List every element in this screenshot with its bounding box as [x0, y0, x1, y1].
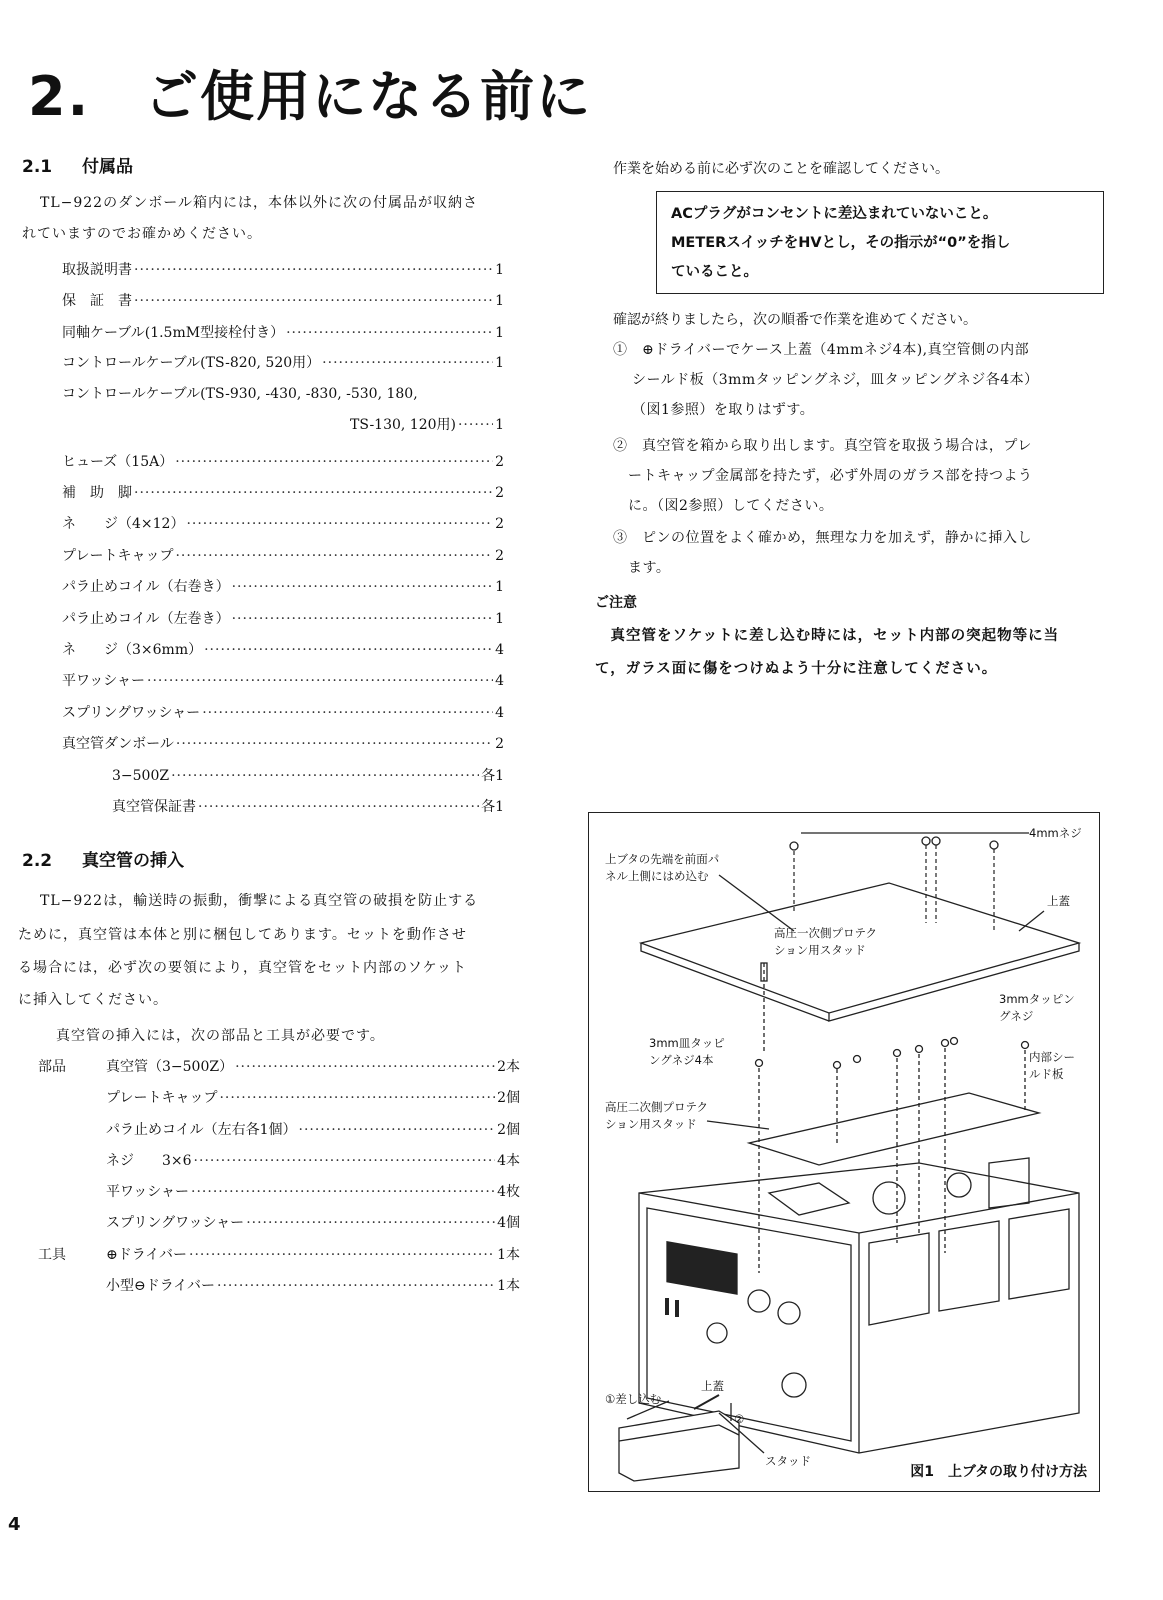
list-item: 保 証 書 ····· 1 — [62, 290, 504, 312]
caution-title: ご注意 — [595, 595, 637, 611]
list-item: TS-130, 120用) ····· 1 — [350, 414, 504, 436]
chapter-number: 2. — [28, 65, 91, 128]
confirm-line-3: ていること。 — [671, 264, 758, 280]
label-stud: スタッド — [765, 1454, 811, 1468]
s22-line-3: る場合には，必ず次の要領により，真空管をセット内部のソケット — [18, 960, 467, 976]
list-item: スプリングワッシャー ····· 4 — [62, 702, 504, 724]
list-item: 小型⊖ドライバー ····· 1本 — [106, 1275, 520, 1297]
list-item: 平ワッシャー ····· 4枚 — [106, 1181, 520, 1203]
list-item: ヒューズ（15A） ····· 2 — [62, 451, 504, 473]
list-item: ⊕ドライバー ····· 1本 — [106, 1244, 520, 1266]
s22-line-1: TL−922は，輸送時の振動，衝撃による真空管の破損を防止する — [40, 893, 479, 909]
list-item: 補 助 脚 ····· 2 — [62, 482, 504, 504]
s22-line-2: ために，真空管は本体と別に梱包してあります。セットを動作させ — [18, 927, 467, 943]
label-lid-inset: 上蓋 — [701, 1379, 724, 1393]
confirm-line-1: ACプラグがコンセントに差込まれていないこと。 — [671, 206, 998, 222]
list-item: パラ止めコイル（左巻き） ····· 1 — [62, 608, 504, 630]
label-hv2-stud: 高圧二次側プロテク ション用スタッド — [605, 1100, 709, 1131]
intro-line-2: れていますのでお確かめください。 — [22, 226, 262, 242]
list-item: 真空管ダンボール ····· 2 — [62, 733, 504, 755]
figure-1 — [588, 812, 1100, 1492]
list-item: スプリングワッシャー ····· 4個 — [106, 1212, 520, 1234]
confirm-line-2: METERスイッチをHVとし，その指示が“0”を指し — [671, 235, 1011, 251]
step-1-line-3: （図1参照）を取りはずす。 — [632, 402, 815, 418]
intro-line-1: TL−922のダンボール箱内には，本体以外に次の付属品が収納さ — [40, 195, 478, 211]
label-3mm-tapping: 3mmタッピン グネジ — [999, 992, 1075, 1023]
caution-line-1: 真空管をソケットに差し込む時には，セット内部の突起物等に当 — [595, 628, 1060, 644]
page-title — [28, 54, 592, 131]
confirmation-box — [656, 191, 1104, 294]
list-item: ネジ 3×6 ····· 4本 — [106, 1150, 520, 1172]
label-4mm-screw: 4mmネジ — [1029, 826, 1082, 840]
step-3-line-1: ③ ピンの位置をよく確かめ，無理な力を加えず，静かに挿入し — [613, 530, 1032, 546]
label-3mm-flat: 3mm皿タッピ ングネジ4本 — [649, 1036, 725, 1067]
list-item: 平ワッシャー ····· 4 — [62, 670, 504, 692]
tools-label: 工具 — [38, 1247, 66, 1263]
step-3-line-2: ます。 — [628, 560, 671, 576]
label-step-2: ② — [734, 1412, 745, 1426]
list-item: コントロールケーブル(TS-930, -430, -830, -530, 180, — [62, 386, 418, 402]
figure-illustration — [589, 813, 1098, 1490]
list-item: 真空管（3−500Z） ····· 2本 — [106, 1056, 520, 1078]
list-item: 真空管保証書 ····· 各1 — [112, 796, 504, 818]
list-item: コントロールケーブル(TS-820, 520用） ····· 1 — [62, 352, 504, 374]
list-item: プレートキャップ ····· 2 — [62, 545, 504, 567]
section-2-2-heading: 2.2 真空管の挿入 — [22, 851, 184, 871]
list-item: ネ ジ（3×6mm） ····· 4 — [62, 639, 504, 661]
step-2-line-2: ートキャップ金属部を持たず，必ず外周のガラス部を持つよう — [628, 468, 1033, 484]
list-item: プレートキャップ ····· 2個 — [106, 1087, 520, 1109]
list-item: パラ止めコイル（左右各1個） ····· 2個 — [106, 1119, 520, 1141]
step-1-line-1: ① ⊕ドライバーでケース上蓋（4mmネジ4本),真空管側の内部 — [613, 342, 1030, 358]
label-inner-shield: 内部シー ルド板 — [1029, 1050, 1075, 1081]
list-item: 同軸ケーブル(1.5mM型接栓付き） ····· 1 — [62, 322, 504, 344]
label-lid-front: 上ブタの先端を前面パ ネル上側にはめ込む — [605, 852, 720, 883]
after-confirm: 確認が終りましたら，次の順番で作業を進めてください。 — [613, 312, 977, 328]
s22-line-4: に挿入してください。 — [18, 992, 168, 1008]
list-item: ネ ジ（4×12） ····· 2 — [62, 513, 504, 535]
figure-caption: 図1 上ブタの取り付け方法 — [910, 1464, 1087, 1480]
parts-label: 部品 — [38, 1059, 66, 1075]
list-item: 3−500Z ····· 各1 — [112, 765, 504, 787]
list-item: 取扱説明書 ····· 1 — [62, 259, 504, 281]
s22-needs: 真空管の挿入には，次の部品と工具が必要です。 — [56, 1028, 385, 1044]
page-number: 4 — [8, 1514, 21, 1535]
section-2-1-heading: 2.1 付属品 — [22, 157, 133, 177]
step-2-line-1: ② 真空管を箱から取り出します。真空管を取扱う場合は，プレ — [613, 438, 1032, 454]
step-2-line-3: に。（図2参照）してください。 — [628, 498, 834, 514]
caution-body — [595, 620, 1115, 686]
chapter-title: ご使用になる前に — [144, 65, 593, 128]
confirm-intro: 作業を始める前に必ず次のことを確認してください。 — [613, 161, 949, 177]
step-1-line-2: シールド板（3mmタッピングネジ，皿タッピングネジ各4本） — [632, 372, 1039, 388]
label-insert: ①差し込む — [605, 1392, 662, 1406]
label-lid: 上蓋 — [1047, 894, 1070, 908]
label-hv1-stud: 高圧一次側プロテク ション用スタッド — [774, 926, 878, 957]
list-item: パラ止めコイル（右巻き） ····· 1 — [62, 576, 504, 598]
caution-line-2: て，ガラス面に傷をつけぬよう十分に注意してください。 — [595, 661, 998, 677]
